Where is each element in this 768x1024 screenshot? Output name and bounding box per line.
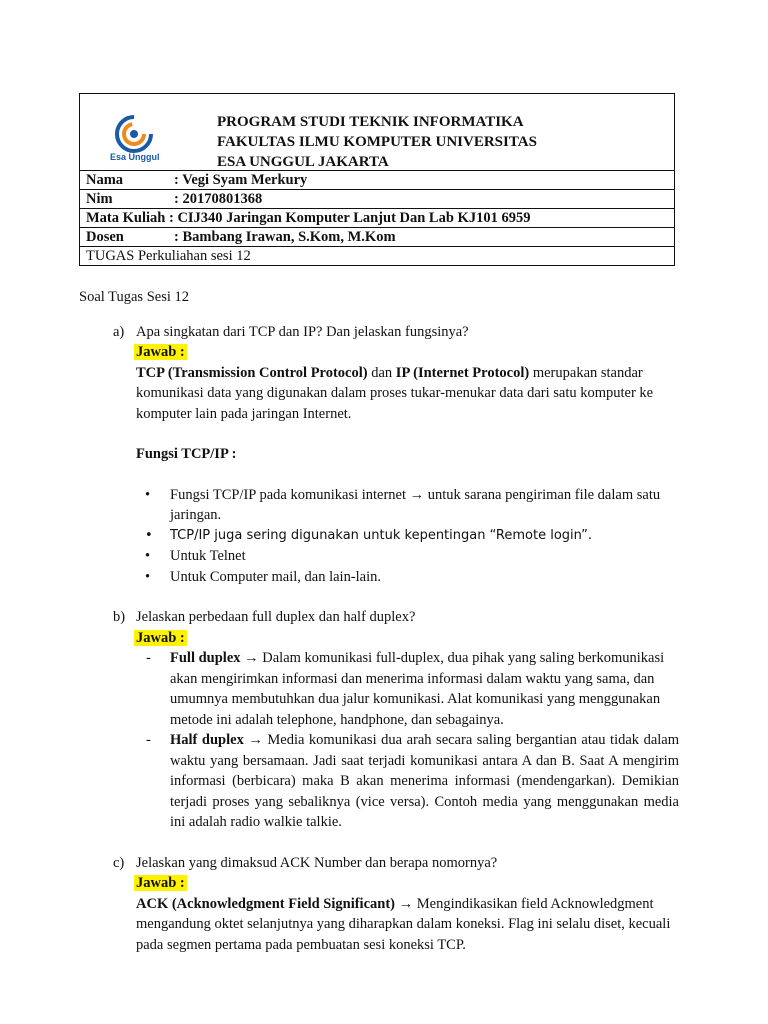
info-value: : 20170801368 [174, 191, 263, 207]
info-value: : Bambang Irawan, S.Kom, M.Kom [174, 229, 396, 245]
term-tcp: TCP (Transmission Control Protocol) [136, 364, 368, 381]
info-row-nama [80, 171, 675, 190]
term-half-duplex: Half duplex [170, 732, 244, 748]
list-item [136, 730, 679, 833]
answer-label: Jawab : [136, 344, 185, 360]
term-full-duplex: Full duplex [170, 650, 241, 666]
institution-line-2: FAKULTAS ILMU KOMPUTER UNIVERSITAS [217, 134, 537, 150]
question-text: Jelaskan yang dimaksud ACK Number dan berapa nomornya? [136, 854, 498, 871]
info-row-dosen [80, 228, 675, 247]
header-banner [80, 94, 675, 171]
question-label: c) [113, 854, 125, 871]
list-item: • Fungsi TCP/IP pada komunikasi internet → untuk sarana pengiriman file dalam satu jaringan. [136, 485, 679, 526]
institution-line-1: PROGRAM STUDI TEKNIK INFORMATIKA [217, 114, 524, 130]
question-text: Apa singkatan dari TCP dan IP? Dan jelaskan fungsinya? [136, 323, 469, 340]
half-duplex-text: → Media komunikasi dua arah secara saling bergantian atau tidak dalam waktu yang bersamaan. Jadi saat terjadi komunikasi antara A dan B. Saat A mengirim informasi (berbicara) maka B akan menerima informasi (mendengarkan). Demikian terjadi proses yang sebaliknya (vice versa). Contoh media yang menggunakan media ini adalah radio walkie talkie. [170, 732, 680, 830]
question-label: a) [113, 323, 125, 340]
fungsi-list [136, 485, 679, 588]
fungsi-title: Fungsi TCP/IP : [136, 446, 237, 462]
task-label: TUGAS [86, 248, 135, 264]
logo-text: Esa Unggul [110, 152, 160, 162]
answer-text [136, 363, 679, 425]
dash-marker: - [146, 650, 151, 666]
full-duplex-text: → Dalam komunikasi full-duplex, dua pihak yang saling berkomunikasi akan mengirimkan informasi dan menerima informasi dalam waktu yang sama, dan umumnya membutuhkan dua jalur komunikasi. Alat komunikasi yang menggunakan metode ini adalah telephone, handphone, dan sebagainya. [170, 650, 665, 728]
info-value: : CIJ340 Jaringan Komputer Lanjut Dan Lab KJ101 6959 [165, 210, 531, 226]
institution-name [217, 112, 537, 172]
institution-line-3: ESA UNGGUL JAKARTA [217, 154, 389, 170]
info-value: : Vegi Syam Merkury [174, 172, 308, 188]
dash-marker: - [146, 732, 151, 748]
answer-text [136, 894, 679, 956]
section-title: Soal Tugas Sesi 12 [79, 289, 189, 305]
ack-text: → Mengindikasikan field Acknowledgment mengandung oktet selanjutnya yang diharapkan dalam koneksi. Flag ini selalu diset, kecuali pada segmen pertama pada pembuatan sesi koneksi TCP. [136, 895, 671, 953]
info-label: Nim [86, 191, 113, 207]
question-a [79, 322, 679, 588]
term-ip: IP (Internet Protocol) [395, 364, 530, 381]
answer-label: Jawab : [136, 875, 185, 891]
connector-text: dan [367, 364, 396, 381]
duplex-list [136, 648, 679, 833]
question-label: b) [113, 609, 126, 625]
list-item: • Untuk Computer mail, dan lain-lain. [136, 567, 679, 588]
question-c [79, 853, 679, 956]
info-row-nim [80, 190, 675, 209]
info-label: Mata Kuliah [86, 210, 166, 226]
header-table [79, 93, 675, 266]
term-ack: ACK (Acknowledgment Field Significant) [136, 895, 395, 912]
info-label: Nama [86, 172, 124, 188]
task-text: Perkuliahan sesi 12 [134, 248, 251, 264]
answer-label: Jawab : [136, 629, 185, 646]
list-item [136, 648, 679, 730]
definition-text: merupakan standar komunikasi data yang digunakan dalam proses tukar-menukar data dari satu komputer ke komputer lain pada jaringan Internet. [136, 364, 654, 422]
document-body [79, 287, 679, 955]
info-label: Dosen [86, 229, 124, 245]
question-text: Jelaskan perbedaan full duplex dan half duplex? [136, 609, 416, 625]
list-item: • TCP/IP juga sering digunakan untuk kepentingan “Remote login”. [136, 526, 679, 547]
info-row-tugas [80, 247, 675, 266]
question-b [79, 607, 679, 833]
info-row-mata-kuliah [80, 209, 675, 228]
list-item: • Untuk Telnet [136, 546, 679, 567]
